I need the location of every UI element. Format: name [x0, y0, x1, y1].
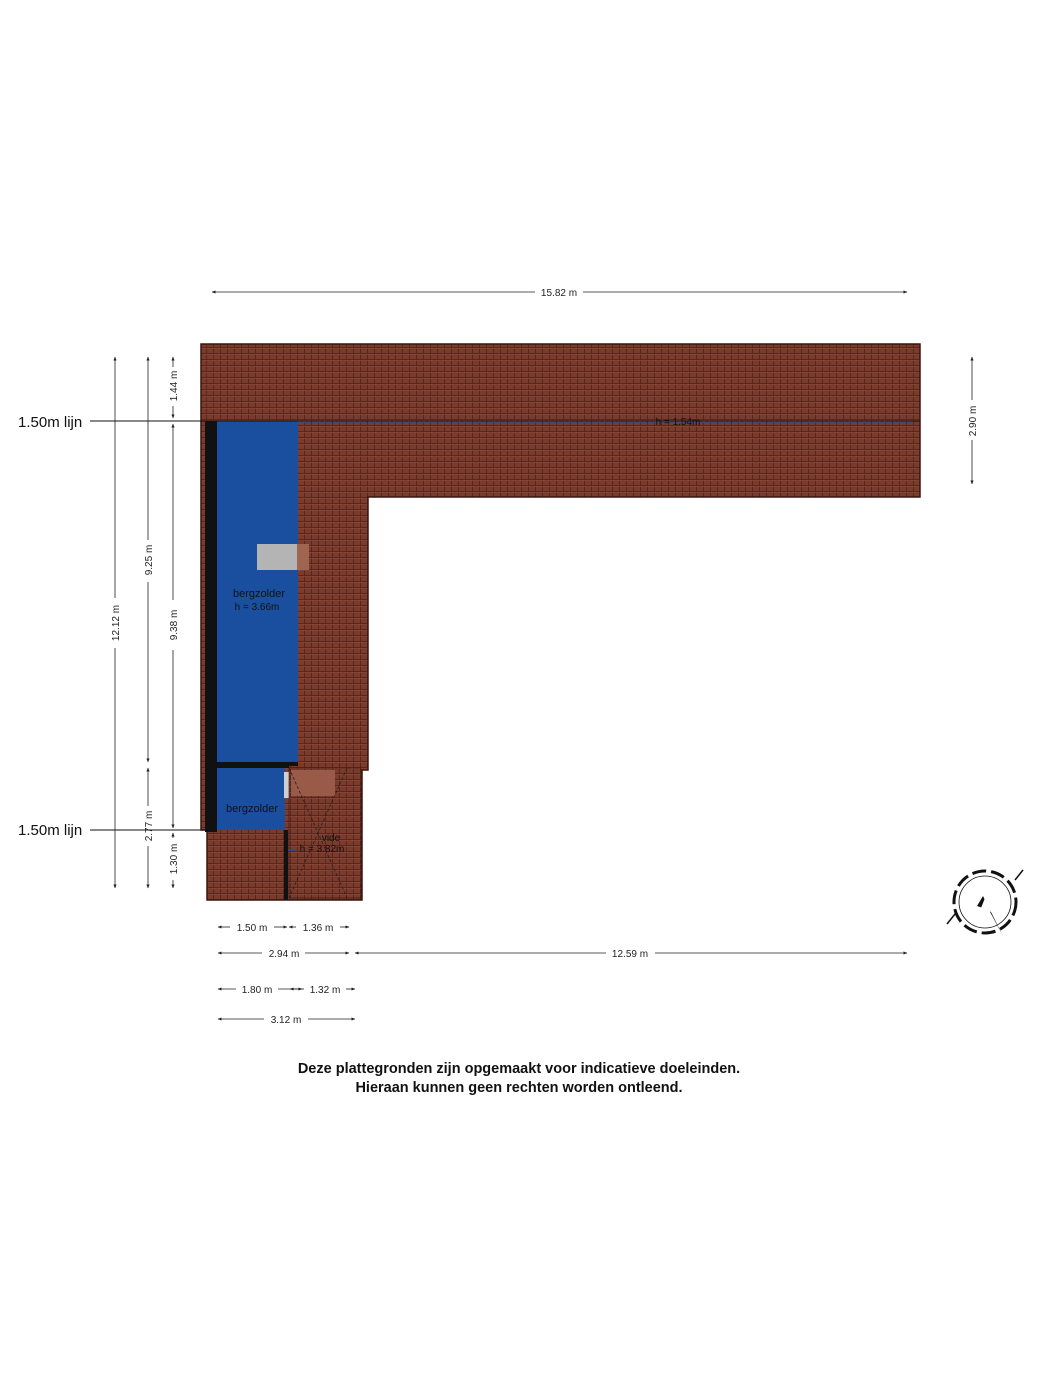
dim-top-total: 15.82 m	[540, 288, 578, 299]
dim-right-depth: 2.90 m	[968, 405, 979, 437]
dim-bottom-1a: 1.50 m	[236, 923, 268, 934]
attic-room-small	[217, 768, 285, 830]
wall-left	[205, 421, 217, 832]
void-height: h = 3.82m	[299, 844, 345, 855]
dim-left-overall: 12.12 m	[111, 604, 122, 642]
dim-left-lower: 2.77 m	[144, 810, 155, 842]
void-top	[291, 770, 335, 796]
dim-bottom-1b: 1.36 m	[302, 923, 334, 934]
stair-marker	[284, 772, 289, 798]
roof-height: h = 1.54m	[655, 417, 701, 428]
height-line-top-label: 1.50m lijn	[18, 414, 83, 431]
attic-main-name: bergzolder	[233, 588, 285, 600]
dim-bottom-2b: 12.59 m	[611, 949, 649, 960]
disclaimer-line-1: Deze plattegronden zijn opgemaakt voor indicatieve doeleinden.	[297, 1061, 741, 1077]
disclaimer-line-2: Hieraan kunnen geen rechten worden ontleend.	[355, 1080, 683, 1096]
dim-bottom-4: 3.12 m	[270, 1015, 302, 1026]
roof	[201, 344, 920, 900]
dim-bottom-2a: 2.94 m	[268, 949, 300, 960]
height-line-bottom-label: 1.50m lijn	[18, 822, 83, 839]
dim-bottom-3a: 1.80 m	[241, 985, 273, 996]
dim-left-mid: 9.38 m	[169, 609, 180, 641]
attic-small-name: bergzolder	[226, 803, 278, 815]
dim-bottom-3b: 1.32 m	[309, 985, 341, 996]
skylight-frame	[297, 544, 309, 570]
wall-small	[284, 830, 288, 900]
north-arrow-icon	[947, 870, 1023, 936]
dim-left-top: 1.44 m	[169, 370, 180, 402]
attic-main-height: h = 3.66m	[234, 602, 280, 613]
dim-left-upper: 9.25 m	[144, 544, 155, 576]
wall-divider	[217, 762, 298, 766]
skylight	[257, 544, 297, 570]
disclaimer	[0, 1060, 1038, 1098]
void-name: vide	[321, 833, 341, 844]
dim-left-bottom: 1.30 m	[169, 843, 180, 875]
